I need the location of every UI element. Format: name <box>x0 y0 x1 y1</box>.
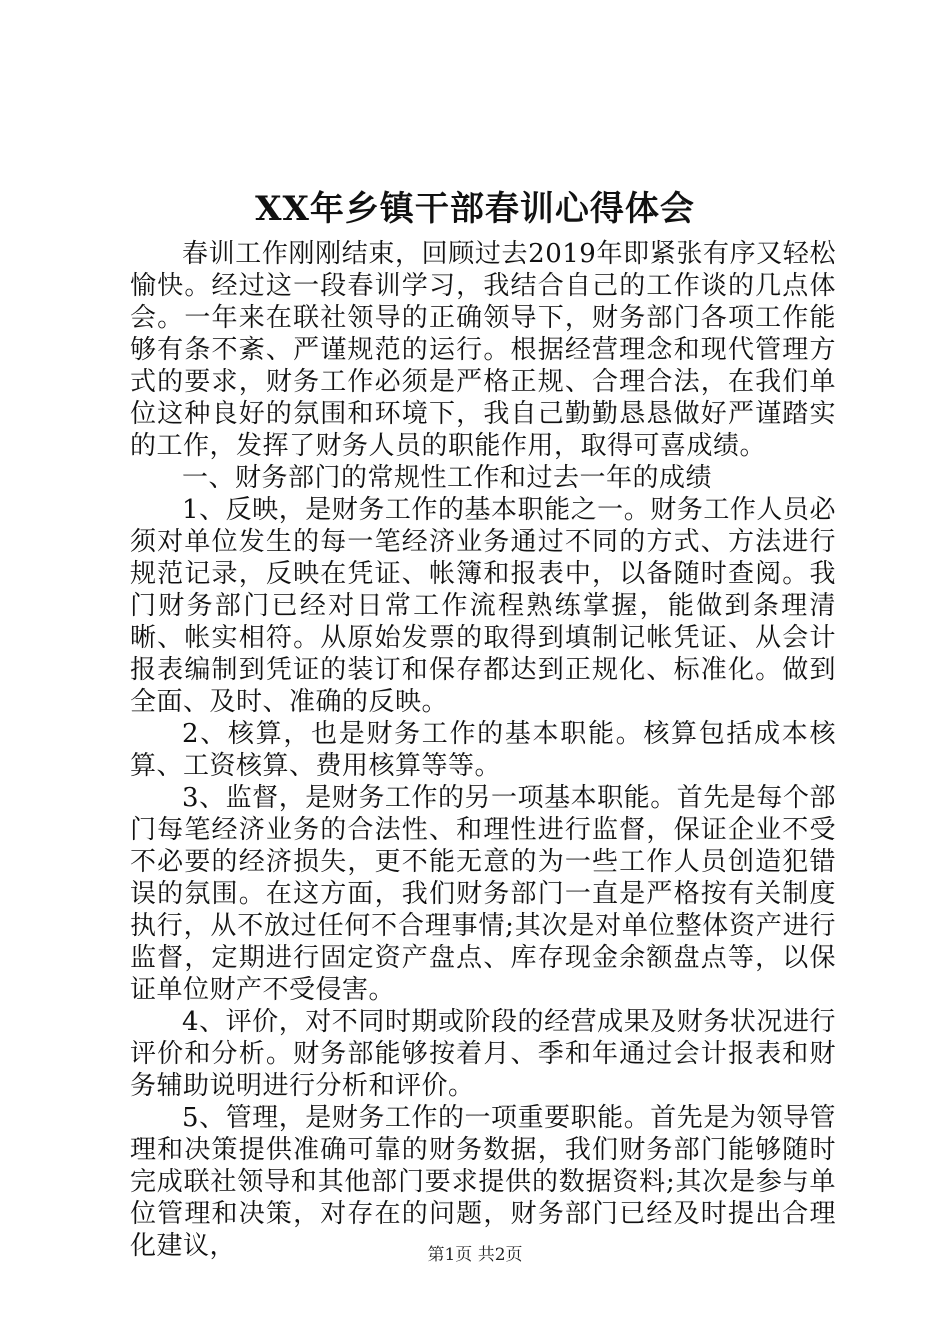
document-title: XX年乡镇干部春训心得体会 <box>255 189 695 229</box>
page-number-footer: 第1页 共2页 <box>427 1245 523 1265</box>
paragraph-management: 5、管理，是财务工作的一项重要职能。首先是为领导管理和决策提供准确可靠的财务数据，我们财务部门能够随时完成联社领导和其他部门要求提供的数据资料;其次是参与单位管理和决策，对存在的问题，财务部门已经及时提出合理化建议， <box>130 1103 836 1261</box>
paragraph-evaluation: 4、评价，对不同时期或阶段的经营成果及财务状况进行评价和分析。财务部能够按着月、季和年通过会计报表和财务辅助说明进行分析和评价。 <box>130 1007 836 1101</box>
paragraph-supervision: 3、监督，是财务工作的另一项基本职能。首先是每个部门每笔经济业务的合法性、和理性进行监督，保证企业不受不必要的经济损失，更不能无意的为一些工作人员创造犯错误的氛围。在这方面，我们财务部门一直是严格按有关制度执行，从不放过任何不合理事情;其次是对单位整体资产进行监督，定期进行固定资产盘点、库存现金余额盘点等，以保证单位财产不受侵害。 <box>130 783 836 1005</box>
paragraph-reflection: 1、反映，是财务工作的基本职能之一。财务工作人员必须对单位发生的每一笔经济业务通过不同的方式、方法进行规范记录，反映在凭证、帐簿和报表中，以备随时查阅。我门财务部门已经对日常工作流程熟练掌握，能做到条理清晰、帐实相符。从原始发票的取得到填制记帐凭证、从会计报表编制到凭证的装订和保存都达到正规化、标准化。做到全面、及时、准确的反映。 <box>130 495 836 717</box>
paragraph-accounting: 2、核算，也是财务工作的基本职能。核算包括成本核算、工资核算、费用核算等等。 <box>130 719 836 781</box>
intro-paragraph: 春训工作刚刚结束，回顾过去2019年即紧张有序又轻松愉快。经过这一段春训学习，我结合自己的工作谈的几点体会。一年来在联社领导的正确领导下，财务部门各项工作能够有条不紊、严谨规范的运行。根据经营理念和现代管理方式的要求，财务工作必须是严格正规、合理合法，在我们单位这种良好的氛围和环境下，我自己勤勤恳恳做好严谨踏实的工作，发挥了财务人员的职能作用，取得可喜成绩。 <box>130 239 836 461</box>
section-heading: 一、财务部门的常规性工作和过去一年的成绩 <box>182 463 713 493</box>
document-body <box>130 238 836 1262</box>
